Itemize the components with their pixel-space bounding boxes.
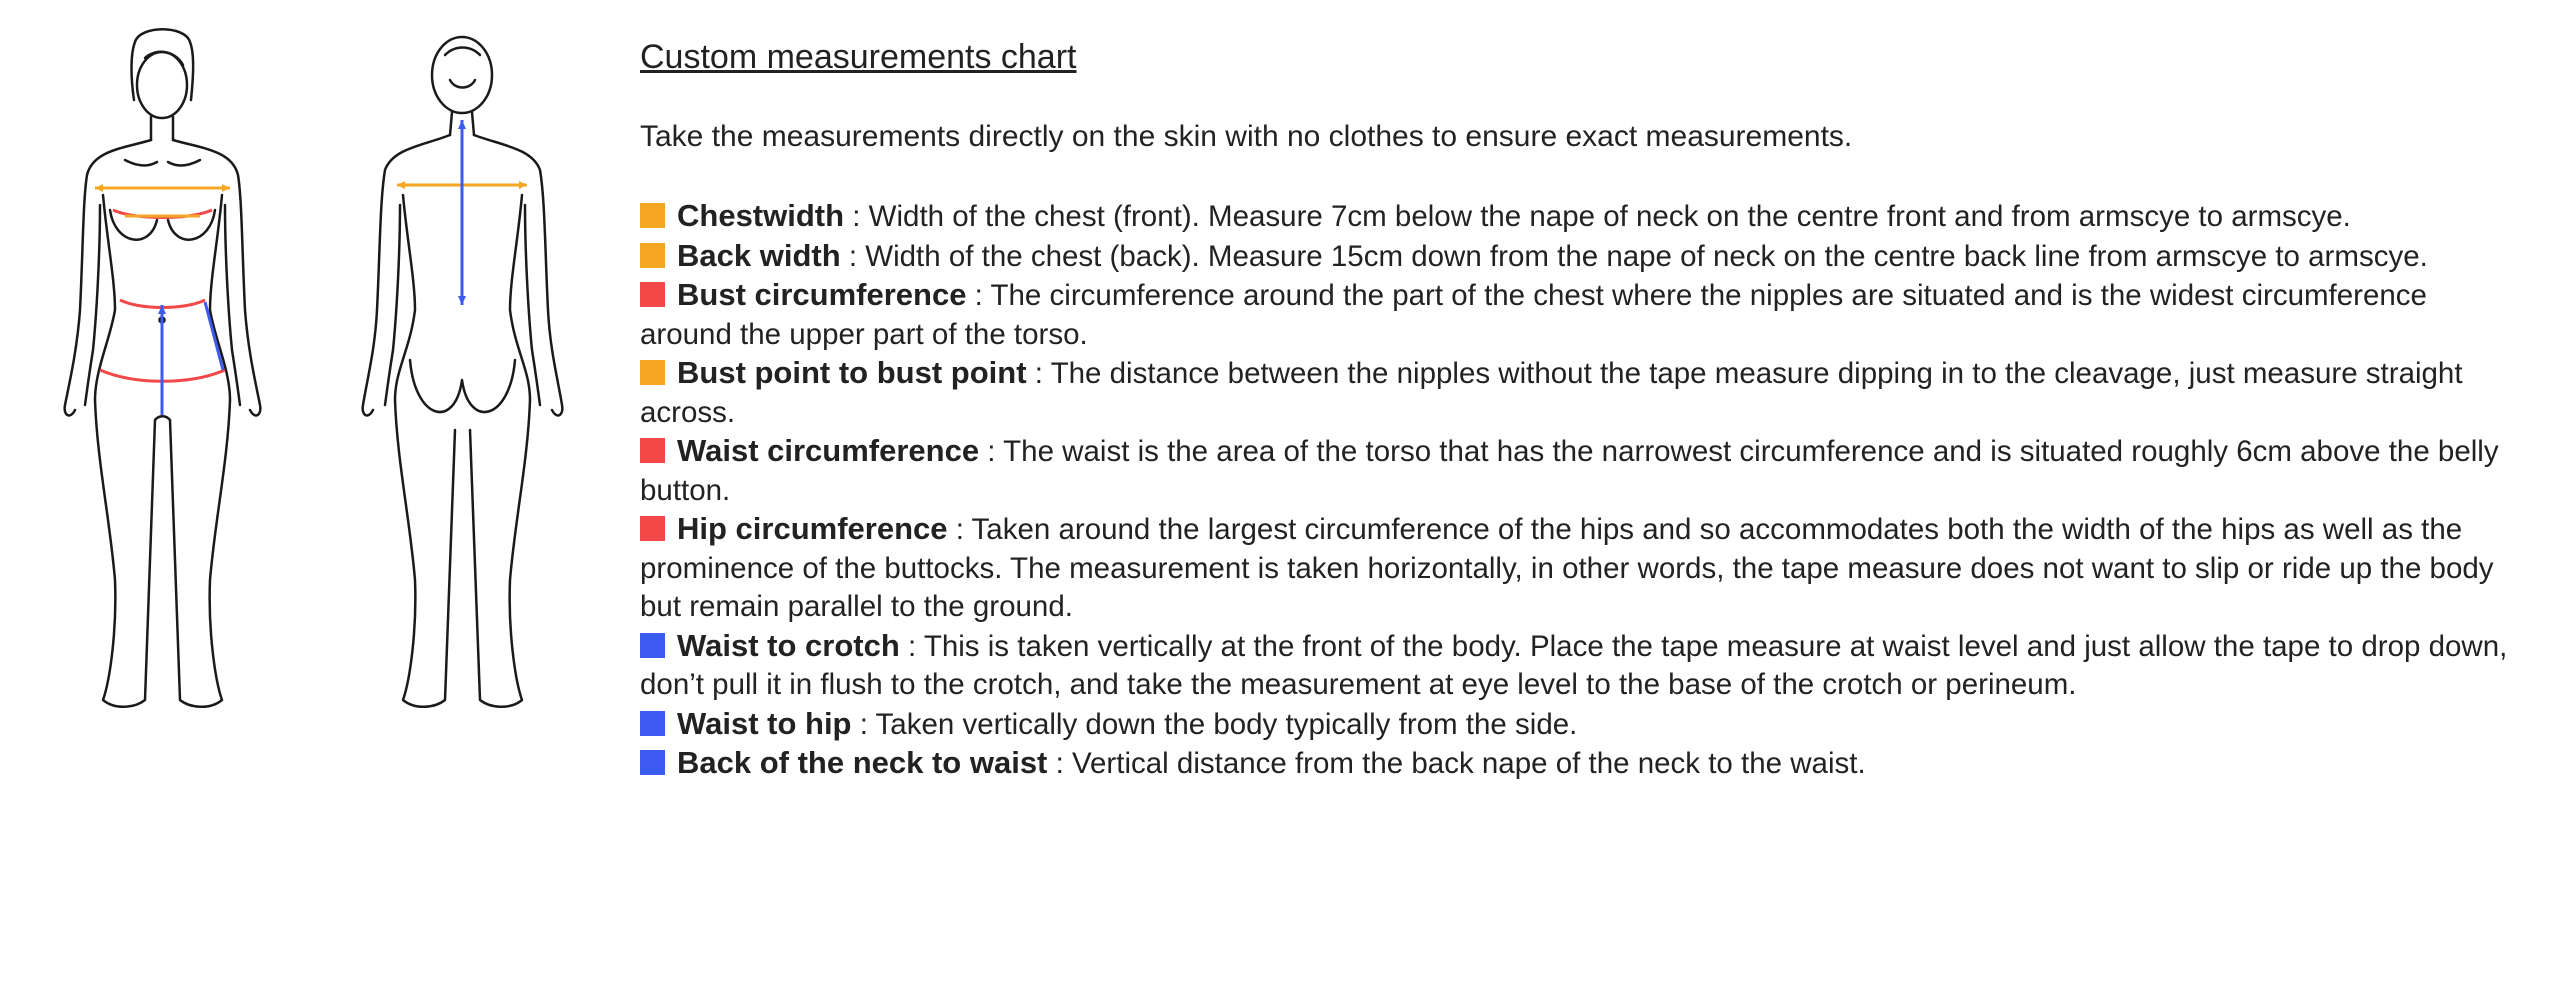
footnote: . [640,830,642,835]
measurement-item [640,354,2520,432]
color-square-icon [640,750,665,775]
measurement-item [640,197,2520,237]
measurement-description: : The distance between the nipples without the tape measure dipping in to the cleavage, just measure straight across. [640,357,2463,429]
measurement-term: Bust point to bust point [677,355,1027,390]
measurements-content [640,38,2520,784]
body-figures [55,20,575,720]
color-square-icon [640,633,665,658]
measurement-item [640,432,2520,510]
measurement-list [640,197,2520,784]
measurement-term: Hip circumference [677,511,948,546]
measurement-description: : Width of the chest (back). Measure 15cm down from the nape of neck on the centre back line from armscye to armscye. [840,239,2428,273]
measurement-term: Back width [677,237,841,273]
measurement-description: : This is taken vertically at the front of the body. Place the tape measure at waist level and just allow the tape to drop down, don’t pull it in flush to the crotch, and take the measurement at eye level to the base of the crotch or perineum. [640,629,2508,701]
measurement-description: : The waist is the area of the torso that has the narrowest circumference and is situated roughly 6cm above the belly button. [640,435,2499,507]
measurement-item [640,627,2520,705]
measurement-item [640,237,2520,277]
measurement-description: : Width of the chest (front). Measure 7cm below the nape of neck on the centre front and from armscye to armscye. [844,200,2351,233]
back-figure-drawing [355,20,570,720]
measurement-term: Bust circumference [677,277,967,312]
measurement-item [640,510,2520,627]
color-square-icon [640,516,665,541]
measurement-term: Chestwidth [677,198,845,233]
measurement-description: : Taken vertically down the body typically from the side. [851,707,1578,741]
measurement-item [640,705,2520,745]
color-square-icon [640,360,665,385]
measurement-term: Waist to crotch [677,627,900,663]
measurement-item [640,276,2520,354]
measurement-item [640,744,2520,784]
color-square-icon [640,438,665,463]
measurement-description: : Taken around the largest circumference of the hips and so accommodates both the width of the hips as well as the prominence of the buttocks. The measurement is taken horizontally, in other words, the tape measure does not want to slip or ride up the body but remain parallel to the ground. [640,513,2494,623]
front-figure-drawing [55,20,270,720]
measurement-description: : The circumference around the part of the chest where the nipples are situated and is the widest circumference around the upper part of the torso. [640,279,2427,351]
measurement-description: : Vertical distance from the back nape of the neck to the waist. [1047,747,1866,780]
female-front-body-icon [55,20,270,720]
color-square-icon [640,203,665,228]
measurement-term: Back of the neck to waist [677,745,1048,780]
measurement-term: Waist circumference [677,433,980,468]
color-square-icon [640,282,665,307]
measurement-term: Waist to hip [677,705,852,741]
intro-text: Take the measurements directly on the skin with no clothes to ensure exact measurements. [640,120,1853,153]
female-back-body-icon [355,20,570,720]
color-square-icon [640,243,665,268]
color-square-icon [640,711,665,736]
page-title: Custom measurements chart [640,38,1077,76]
